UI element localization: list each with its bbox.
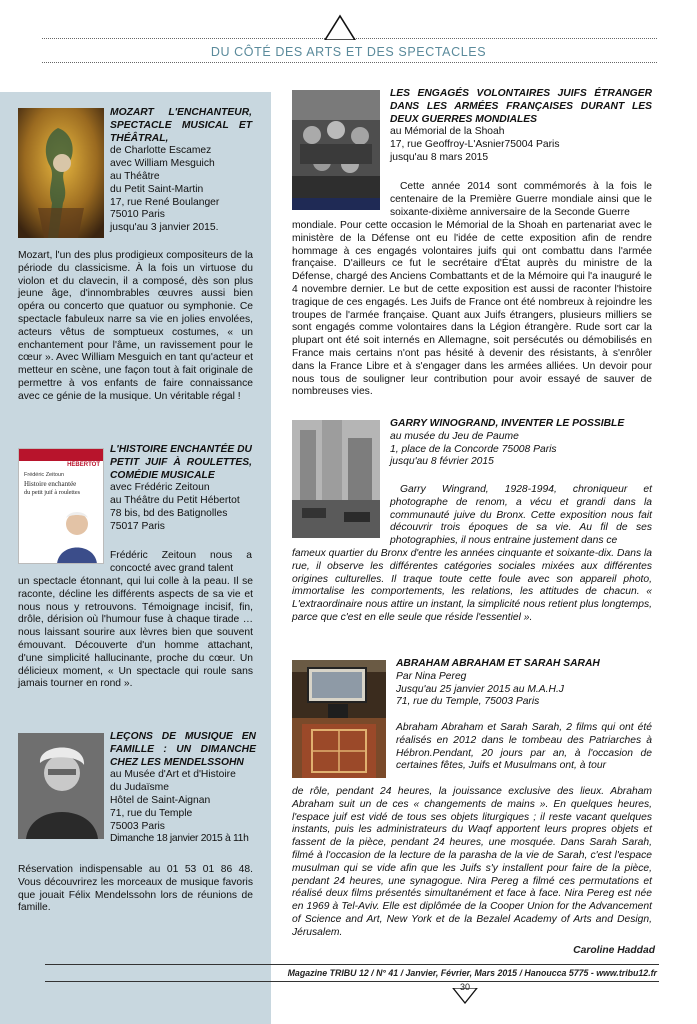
histoire-info-line: avec Frédéric Zeitoun [110, 482, 210, 494]
mozart-info-line: 17, rue René Boulanger [110, 196, 220, 208]
lecons-body: Réservation indispensable au 01 53 01 86 48. Vous découvrirez les morceaux de musique favoris que jouait Félix Mendelssohn lors de réunions de famille. [18, 864, 253, 914]
cover-subtitle: du petit juif à roulettes [24, 489, 81, 496]
engages-title: LES ENGAGÉS VOLONTAIRES JUIFS ÉTRANGER DANS LES ARMÉES FRANÇAISES DURANT LES DEUX GUERRES MONDIALES [390, 88, 652, 125]
cover-badge: HÉBERTOT [67, 462, 100, 468]
engages-info-line: au Mémorial de la Shoah [390, 126, 505, 138]
lecons-info-line: au Musée d'Art et d'Histoire [110, 769, 236, 781]
abraham-caption [396, 658, 652, 709]
histoire-info-line: 75017 Paris [110, 520, 165, 532]
mozart-caption [110, 107, 252, 235]
garry-title: GARRY WINOGRAND, INVENTER LE POSSIBLE [390, 418, 625, 429]
author-signature: Caroline Haddad [573, 945, 655, 956]
histoire-info-line: au Théâtre du Petit Hébertot [110, 495, 240, 507]
lecons-info-line: 71, rue du Temple [110, 807, 193, 819]
mozart-poster-image [18, 108, 104, 238]
engages-caption [390, 88, 652, 165]
mozart-title: MOZART L'ENCHANTEUR, SPECTACLE MUSICAL ET THÉÂTRAL, [110, 107, 252, 144]
footer-rule-bottom [45, 981, 659, 982]
engages-body-lead: Cette année 2014 sont commémorés à la fois le centenaire de la Première Guerre mondiale ainsi que le soixante-dixième anniversaire de la Seconde Guerre [390, 181, 652, 218]
engages-info-line: jusqu'au 8 mars 2015 [390, 151, 489, 163]
engages-soldiers-photo [292, 90, 380, 210]
mozart-info-line: avec William Mesguich [110, 158, 215, 170]
page-number: 30 [460, 982, 471, 992]
section-title: DU CÔTÉ DES ARTS ET DES SPECTACLES [210, 45, 487, 59]
garry-caption [390, 418, 652, 469]
histoire-body: un spectacle étonnant, qui lui colle à la peau. Il se raconte, décline les différents aspects de sa vie et nous nous y retrouvons. Témoignage incisif, fin, drôle, dérision où l'humour fuse à chaque tirade … nous laissant sourire aux lèvres bien que souvent émouvant. Découverte d'un homme attachant, d'une simplicité hallucinante, proche du cœur. Un délicieux moment, « Un spectacle qui roule sans jamais tourner en rond ». [18, 576, 253, 690]
magazine-credit: Magazine TRIBU 12 / N° 41 / Janvier, Février, Mars 2015 / Hanoucca 5775 - www.tribu12.fr [287, 968, 657, 978]
lecons-info-line: Dimanche 18 janvier 2015 à 11h [110, 833, 249, 845]
mozart-info-line: au Théâtre [110, 170, 160, 182]
histoire-caption [110, 444, 252, 534]
engages-info-line: 17, rue Geoffroy-L'Asnier75004 Paris [390, 139, 560, 151]
mozart-info-line: 75010 Paris [110, 209, 165, 221]
lecons-title: LEÇONS DE MUSIQUE EN FAMILLE : UN DIMANCHE CHEZ LES MENDELSSOHN [110, 731, 256, 768]
garry-body-lead: Garry Wingrand, 1928-1994, chroniqueur et photographe de renom, a vécu et grandi dans la communauté juive du Bronx. Cette exposition nous fait découvrir trois époques de sa vie. Au fil de ses photographies, il nous entraine justement dans ce [390, 484, 652, 547]
garry-info-line: au musée du Jeu de Paume [390, 430, 519, 442]
abraham-installation-photo [292, 660, 386, 778]
histoire-info-line: 78 bis, bd des Batignolles [110, 507, 228, 519]
abraham-body-lead: Abraham Abraham et Sarah Sarah, 2 films qui ont été réalisés en 2012 dans le tombeau des Patriarches à Hébron.Pendant, 20 jours par an, à l'occasion de certaines fêtes, Juifs et Musulmans ont, à tour [396, 722, 652, 772]
garry-info-line: jusqu'au 8 février 2015 [390, 456, 494, 468]
garry-street-photo [292, 420, 380, 538]
footer-rule-top [45, 964, 659, 965]
lecons-info-line: du Judaïsme [110, 782, 169, 794]
cover-author: Frédéric Zeitoun [24, 472, 65, 478]
histoire-body-lead: Frédéric Zeitoun nous a concocté avec grand talent [110, 550, 252, 574]
histoire-book-cover-image [18, 448, 104, 564]
abraham-info-line: Jusqu'au 25 janvier 2015 au M.A.H.J [396, 683, 564, 695]
header-triangle-ornament [323, 14, 357, 40]
abraham-info-line: 71, rue du Temple, 75003 Paris [396, 696, 540, 708]
histoire-title: L'HISTOIRE ENCHANTÉE DU PETIT JUIF À ROULETTES, COMÉDIE MUSICALE [110, 444, 252, 481]
mozart-info-line: de Charlotte Escamez [110, 145, 212, 157]
lecons-info-line: 75003 Paris [110, 820, 165, 832]
lecons-info-line: Hôtel de Saint-Aignan [110, 794, 211, 806]
abraham-info-line: Par Nina Pereg [396, 670, 467, 682]
header-rule-bottom [42, 62, 657, 63]
mozart-body: Mozart, l'un des plus prodigieux compositeurs de la période du classicisme. À la fois un virtuose du violon et du clavecin, il a composé, dès son plus jeune âge, d'innombrables œuvres aussi bien opéra ou concerto que quatuor ou symphonie. Ce spectacle fabuleux narre sa vie en jolies envolées, acteurs vêtus de somptueux costumes, « un enchantement pour l'âme, un ravissement pour le cœur ». Avec William Mesguich en tant qu'acteur et metteur en scène, une façon tout à fait originale de permettre à vos enfants de faire connaissance avec ce génie de la musique. Un véritable régal ! [18, 250, 253, 402]
engages-body: mondiale. Pour cette occasion le Mémorial de la Shoah en partenariat avec le ministère de la Défense ont eu l'idée de cette exposition afin de rendre hommage à ces engagés volontaires juifs qui ont combattu dans l'armée française. D'ailleurs ce fut le secrétaire d'État auprès du ministre de la Défense, chargé des Anciens Combattants et de la Mémoire qui l'a inauguré le 4 novembre dernier. Le but de cette exposition est aussi de raconter l'histoire tragique de ces engagés. Les Juifs de France ont été nombreux à rejoindre les troupes de l'armée française. Quant aux Juifs étrangers, plusieurs milliers se sont engagés comme volontaires dans la Légion étrangère. Rude sort car la plupart ont été soit internés en Allemagne, soit persécutés ou démobilisés en France mais certains n'ont pas hésité à devenir des résistants, à s'enrôler dans la France Libre et à s'engager dans les armées alliées. Un devoir pour nous tous de souligner leur contribution pour avoir essayé de sauver de nombreuses vies. [292, 220, 652, 398]
lecons-caption [110, 731, 256, 846]
mozart-info-line: jusqu'au 3 janvier 2015. [110, 222, 219, 234]
garry-body: fameux quartier du Bronx d'entre les années cinquante et soixante-dix. Dans la rue, il observe les différentes catégories sociales mixées aux différentes origines culturelles. Il traque toute cette foule avec son appareil photo, immortalise les comportements, les relations, les attitudes de chacun. « L'extraordinaire nous attire un instant, la simplicité nous retient plus longtemps, parce que c'est en elle seule que réside l'essentiel ». [292, 548, 652, 623]
mozart-info-line: du Petit Saint-Martin [110, 183, 204, 195]
lecons-portrait-image [18, 733, 104, 839]
garry-info-line: 1, place de la Concorde 75008 Paris [390, 443, 557, 455]
cover-title: Histoire enchantée [24, 480, 77, 488]
abraham-title: ABRAHAM ABRAHAM ET SARAH SARAH [396, 658, 600, 669]
abraham-body: de rôle, pendant 24 heures, la jouissance exclusive des lieux. Abraham Abraham suit un de ces « changements de mains ». En quelques heures, l'espace juif est vidé de tous ses objets liturgiques ; il reste vacant quelques instants, puis les administrateurs du Waqf apportent leurs propres objets et fassent de la pièce, pendant 24 heures, une mosquée. Dans Sarah Sarah, filmé à l'occasion de la lecture de la parasha de la vie de Sarah, c'est l'espace musulman qui se vide afin que les Juifs s'y installent pour faire de la pièce, pendant 24 heures, une synagogue. Nira Pereg a filmé ces permutations et réalisé deux films présentés simultanément et face à face. Nira Pereg est née en 1969 à Tel-Aviv. Elle est diplômée de la Cooper Union for the Advancement of Science and Art, New York et de la Bezalel Academy of Arts and Design, Jérusalem. [292, 786, 652, 938]
